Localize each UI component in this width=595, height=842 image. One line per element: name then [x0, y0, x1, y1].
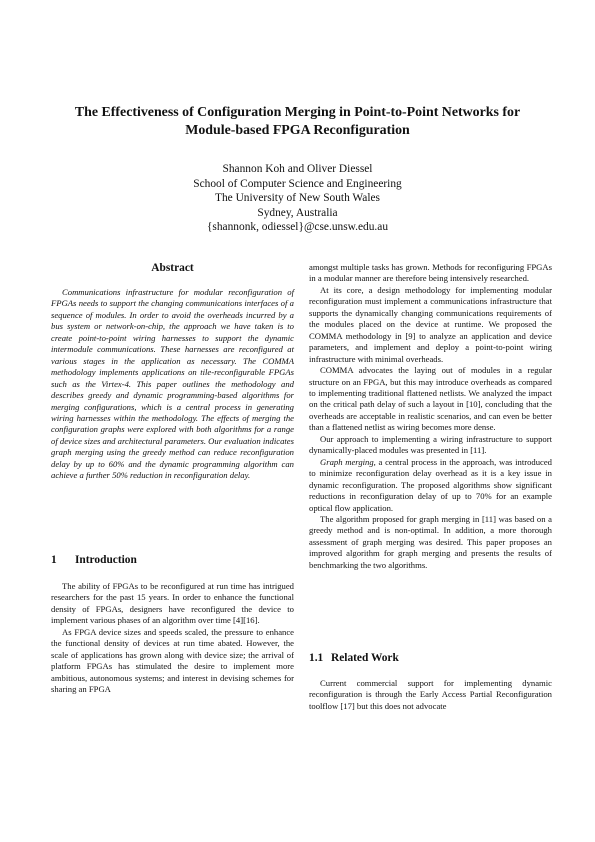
title-line-1: The Effectiveness of Configuration Merging in Point-to-Point Networks for: [74, 105, 521, 120]
subsection-number: 1.1: [309, 652, 324, 664]
related-work-paragraph-1: Current commercial support for implementing dynamic reconfiguration is through the Early Access Partial Reconfiguration toolflow [17] but this does not advocate: [309, 678, 552, 711]
author-names: Shannon Koh and Oliver Diessel: [222, 163, 373, 175]
introduction-body-right: [309, 262, 552, 571]
intro-paragraph-1: The ability of FPGAs to be reconfigured at run time has intrigued researchers for the past 15 years. In order to enhance the functional density of FPGAs, designers have reconfigured the device to implement various phases of an algorithm over time [4][16].: [51, 581, 294, 626]
author-school: School of Computer Science and Engineering: [193, 177, 402, 190]
abstract-heading: Abstract: [151, 262, 194, 274]
paper-title: [40, 104, 555, 140]
intro-paragraph-7: The algorithm proposed for graph merging in [11] was based on a greedy method and is non-optimal. In addition, a more thorough assessment of graph merging was desired. This paper proposes an improved algorithm for graph merging and presents the results of benchmarking the two algorithms.: [309, 513, 552, 570]
section-number: 1: [51, 554, 57, 566]
author-location: Sydney, Australia: [257, 206, 338, 219]
intro-paragraph-2: As FPGA device sizes and speeds scaled, the pressure to enhance the functional density of devices at run time abated. However, the scale of applications has grown along with device size; the arrival of platform FPGAs has stimulated the desire to implement more ambitious, autonomous systems; and interest in devising schemes for sharing an FPGA: [51, 626, 294, 695]
intro-paragraph-3: At its core, a design methodology for implementing modular reconfiguration must implement a communications infrastructure that supports the dynamically changing communications requirements of the modules placed on the device at runtime. We proposed the COMMA methodology in [9] to analyze an application and device parameters, and implement and deploy a point-to-point wiring infrastructure with minimal overheads.: [309, 284, 552, 364]
title-line-2: Module-based FPGA Reconfiguration: [185, 123, 410, 138]
author-university: The University of New South Wales: [215, 192, 380, 205]
intro-paragraph-2-continued: amongst multiple tasks has grown. Methods for reconfiguring FPGAs in a modular manner are therefore being intensively researched.: [309, 262, 552, 284]
related-work-heading: [309, 652, 399, 664]
author-block: [40, 162, 555, 235]
subsection-title: Related Work: [331, 652, 399, 664]
introduction-heading: [51, 554, 137, 566]
intro-paragraph-6: [309, 457, 552, 514]
related-work-body: [309, 678, 552, 712]
section-title: Introduction: [75, 554, 137, 566]
author-email: {shannonk, odiessel}@cse.unsw.edu.au: [206, 221, 389, 234]
intro-paragraph-4: COMMA advocates the laying out of modules in a regular structure on an FPGA, but this may introduce overheads as compared to implementing traditional flattened netlists. We analyzed the impact on the critical path delay of such a layout in [10], concluding that the overheads are acceptable in realistic scenarios, and can even be better than a flattened netlist as wiring becomes more dense.: [309, 365, 552, 433]
intro-paragraph-5: Our approach to implementing a wiring infrastructure to support dynamically-placed modules was presented in [11].: [309, 433, 552, 456]
graph-merging-term: Graph merging: [320, 456, 374, 467]
introduction-body-left: [51, 581, 294, 696]
abstract-text: Communications infrastructure for modular reconfiguration of FPGAs needs to support the changing communications interfaces of a sequence of modules. In order to avoid the overheads incurred by a bus system or network-on-chip, the approach we have taken is to create point-to-point wiring harnesses to support the dynamic intermodule communications. These harnesses are reconfigured at various stages in the application as necessary. The COMMA methodology implements applications on tile-reconfigurable FPGAs such as the Virtex-4. This paper outlines the methodology and describes greedy and dynamic programming-based algorithms for merging configurations, which is a central process in generating wiring harnesses within the methodology. The effects of merging the configuration graphs were explored with both algorithms for a range of device sizes and architectural parameters. Our evaluation indicates graph merging using the greedy method can reduce reconfiguration delay by up to 60% and the dynamic programming algorithm can achieve a further 50% reduction in reconfiguration delay.: [51, 287, 294, 481]
intro-paragraph-6-rest: , a central process in the approach, was introduced to minimize reconfiguration delay overhead as it is a key issue in dynamic reconfiguration. The proposed algorithms show significant reductions in reconfiguration delay of up to 70% for an example optical flow application.: [309, 456, 552, 513]
